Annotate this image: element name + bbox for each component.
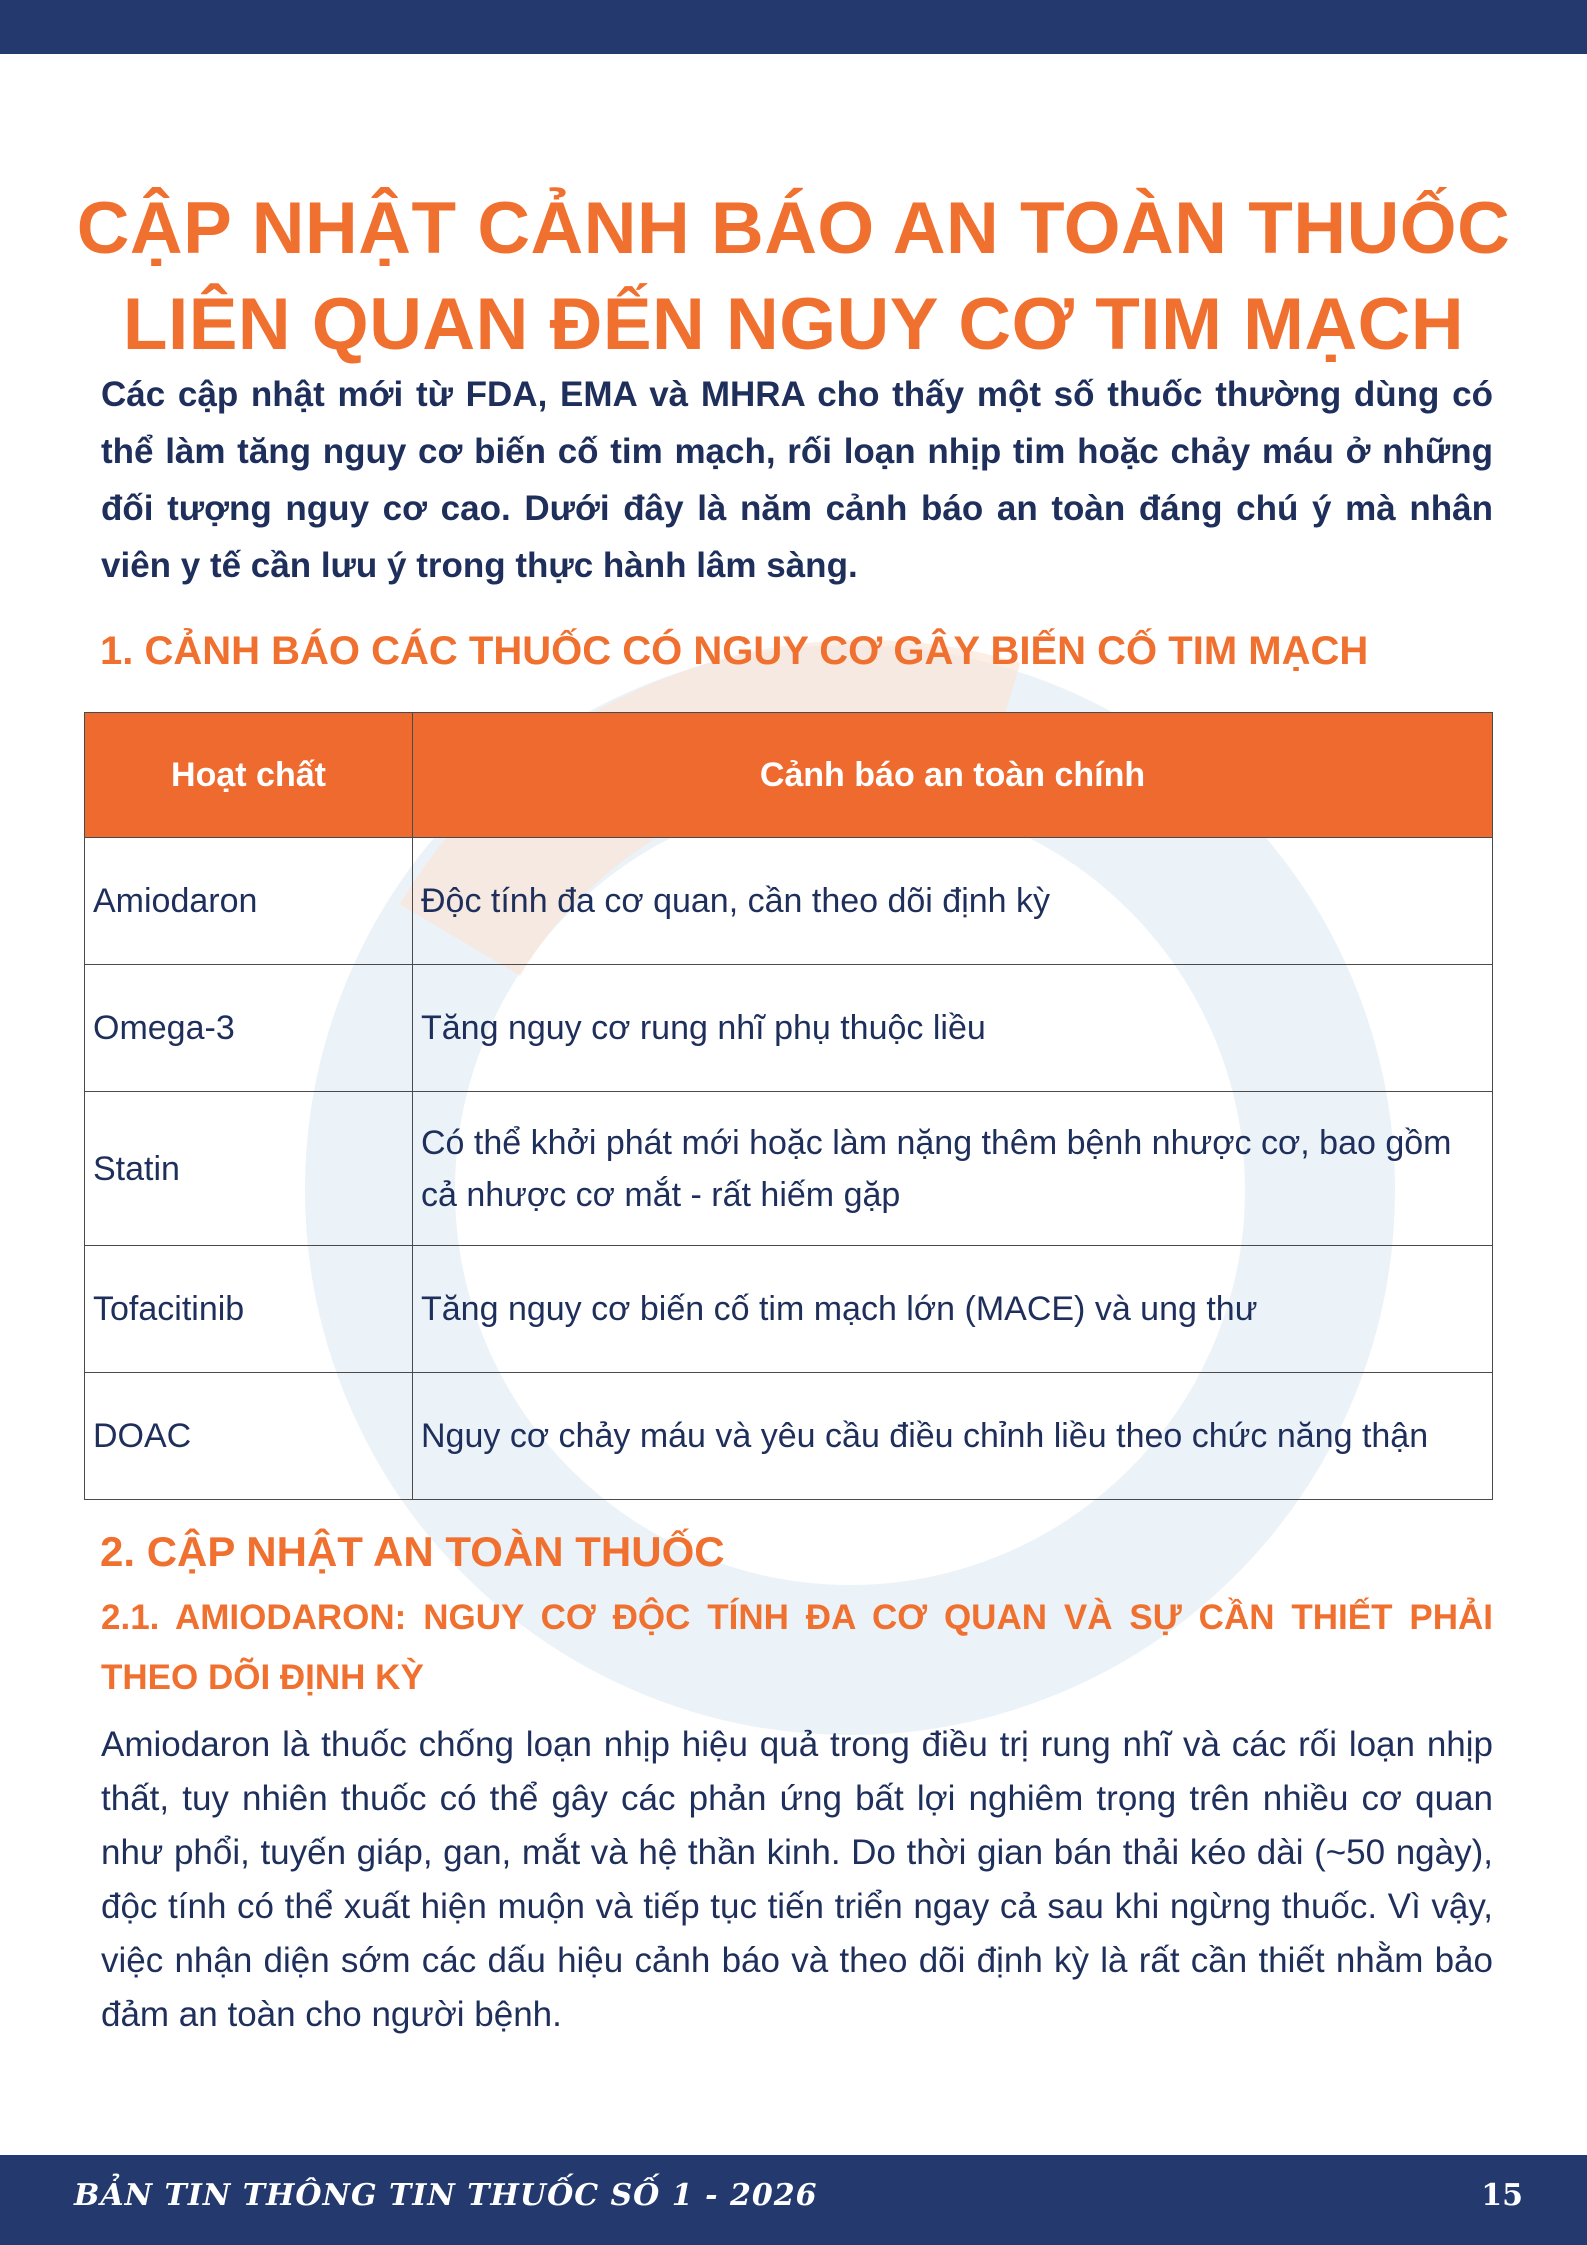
drug-warning-table [84, 712, 1493, 1500]
title-line-2: LIÊN QUAN ĐẾN NGUY CƠ TIM MẠCH [122, 283, 1465, 365]
drug-name-cell: Amiodaron [85, 838, 413, 965]
page-title [60, 181, 1527, 373]
section-1-heading: 1. CẢNH BÁO CÁC THUỐC CÓ NGUY CƠ GÂY BIẾN CỐ TIM MẠCH [100, 629, 1369, 673]
subsection-2-1-heading: 2.1. AMIODARON: NGUY CƠ ĐỘC TÍNH ĐA CƠ QUAN VÀ SỰ CẦN THIẾT PHẢI THEO DÕI ĐỊNH KỲ [101, 1598, 1493, 1697]
footer-publication-title: BẢN TIN THÔNG TIN THUỐC SỐ 1 - 2026 [74, 2178, 818, 2213]
warning-cell: Có thể khởi phát mới hoặc làm nặng thêm bệnh nhược cơ, bao gồm cả nhược cơ mắt - rất hiếm gặp [413, 1092, 1493, 1246]
warning-cell: Tăng nguy cơ biến cố tim mạch lớn (MACE) và ung thư [413, 1246, 1493, 1373]
warning-cell: Độc tính đa cơ quan, cần theo dõi định kỳ [413, 838, 1493, 965]
section-2-heading: 2. CẬP NHẬT AN TOÀN THUỐC [100, 1528, 725, 1575]
table-header-active-ingredient: Hoạt chất [85, 713, 413, 838]
table-row [85, 1092, 1493, 1246]
amiodarone-body-paragraph: Amiodaron là thuốc chống loạn nhịp hiệu quả trong điều trị rung nhĩ và các rối loạn nhịp thất, tuy nhiên thuốc có thể gây các phản ứng bất lợi nghiêm trọng trên nhiều cơ quan như phổi, tuyến giáp, gan, mắt và hệ thần kinh. Do thời gian bán thải kéo dài (~50 ngày), độc tính có thể xuất hiện muộn và tiếp tục tiến triển ngay cả sau khi ngừng thuốc. Vì vậy, việc nhận diện sớm các dấu hiệu cảnh báo và theo dõi định kỳ là rất cần thiết nhằm bảo đảm an toàn cho người bệnh. [101, 1725, 1493, 2034]
table-row [85, 965, 1493, 1092]
table-header-row [85, 713, 1493, 838]
table-row [85, 838, 1493, 965]
title-line-1: CẬP NHẬT CẢNH BÁO AN TOÀN THUỐC [76, 187, 1511, 269]
table-row [85, 1246, 1493, 1373]
top-banner [0, 0, 1587, 54]
drug-name-cell: Tofacitinib [85, 1246, 413, 1373]
drug-name-cell: Omega-3 [85, 965, 413, 1092]
table-header-main-warning: Cảnh báo an toàn chính [413, 713, 1493, 838]
warning-cell: Tăng nguy cơ rung nhĩ phụ thuộc liều [413, 965, 1493, 1092]
drug-name-cell: DOAC [85, 1373, 413, 1500]
intro-paragraph: Các cập nhật mới từ FDA, EMA và MHRA cho thấy một số thuốc thường dùng có thể làm tăng nguy cơ biến cố tim mạch, rối loạn nhịp tim hoặc chảy máu ở những đối tượng nguy cơ cao. Dưới đây là năm cảnh báo an toàn đáng chú ý mà nhân viên y tế cần lưu ý trong thực hành lâm sàng. [101, 375, 1493, 585]
warning-cell: Nguy cơ chảy máu và yêu cầu điều chỉnh liều theo chức năng thận [413, 1373, 1493, 1500]
page-number: 15 [1481, 2178, 1523, 2213]
table-row [85, 1373, 1493, 1500]
drug-name-cell: Statin [85, 1092, 413, 1246]
